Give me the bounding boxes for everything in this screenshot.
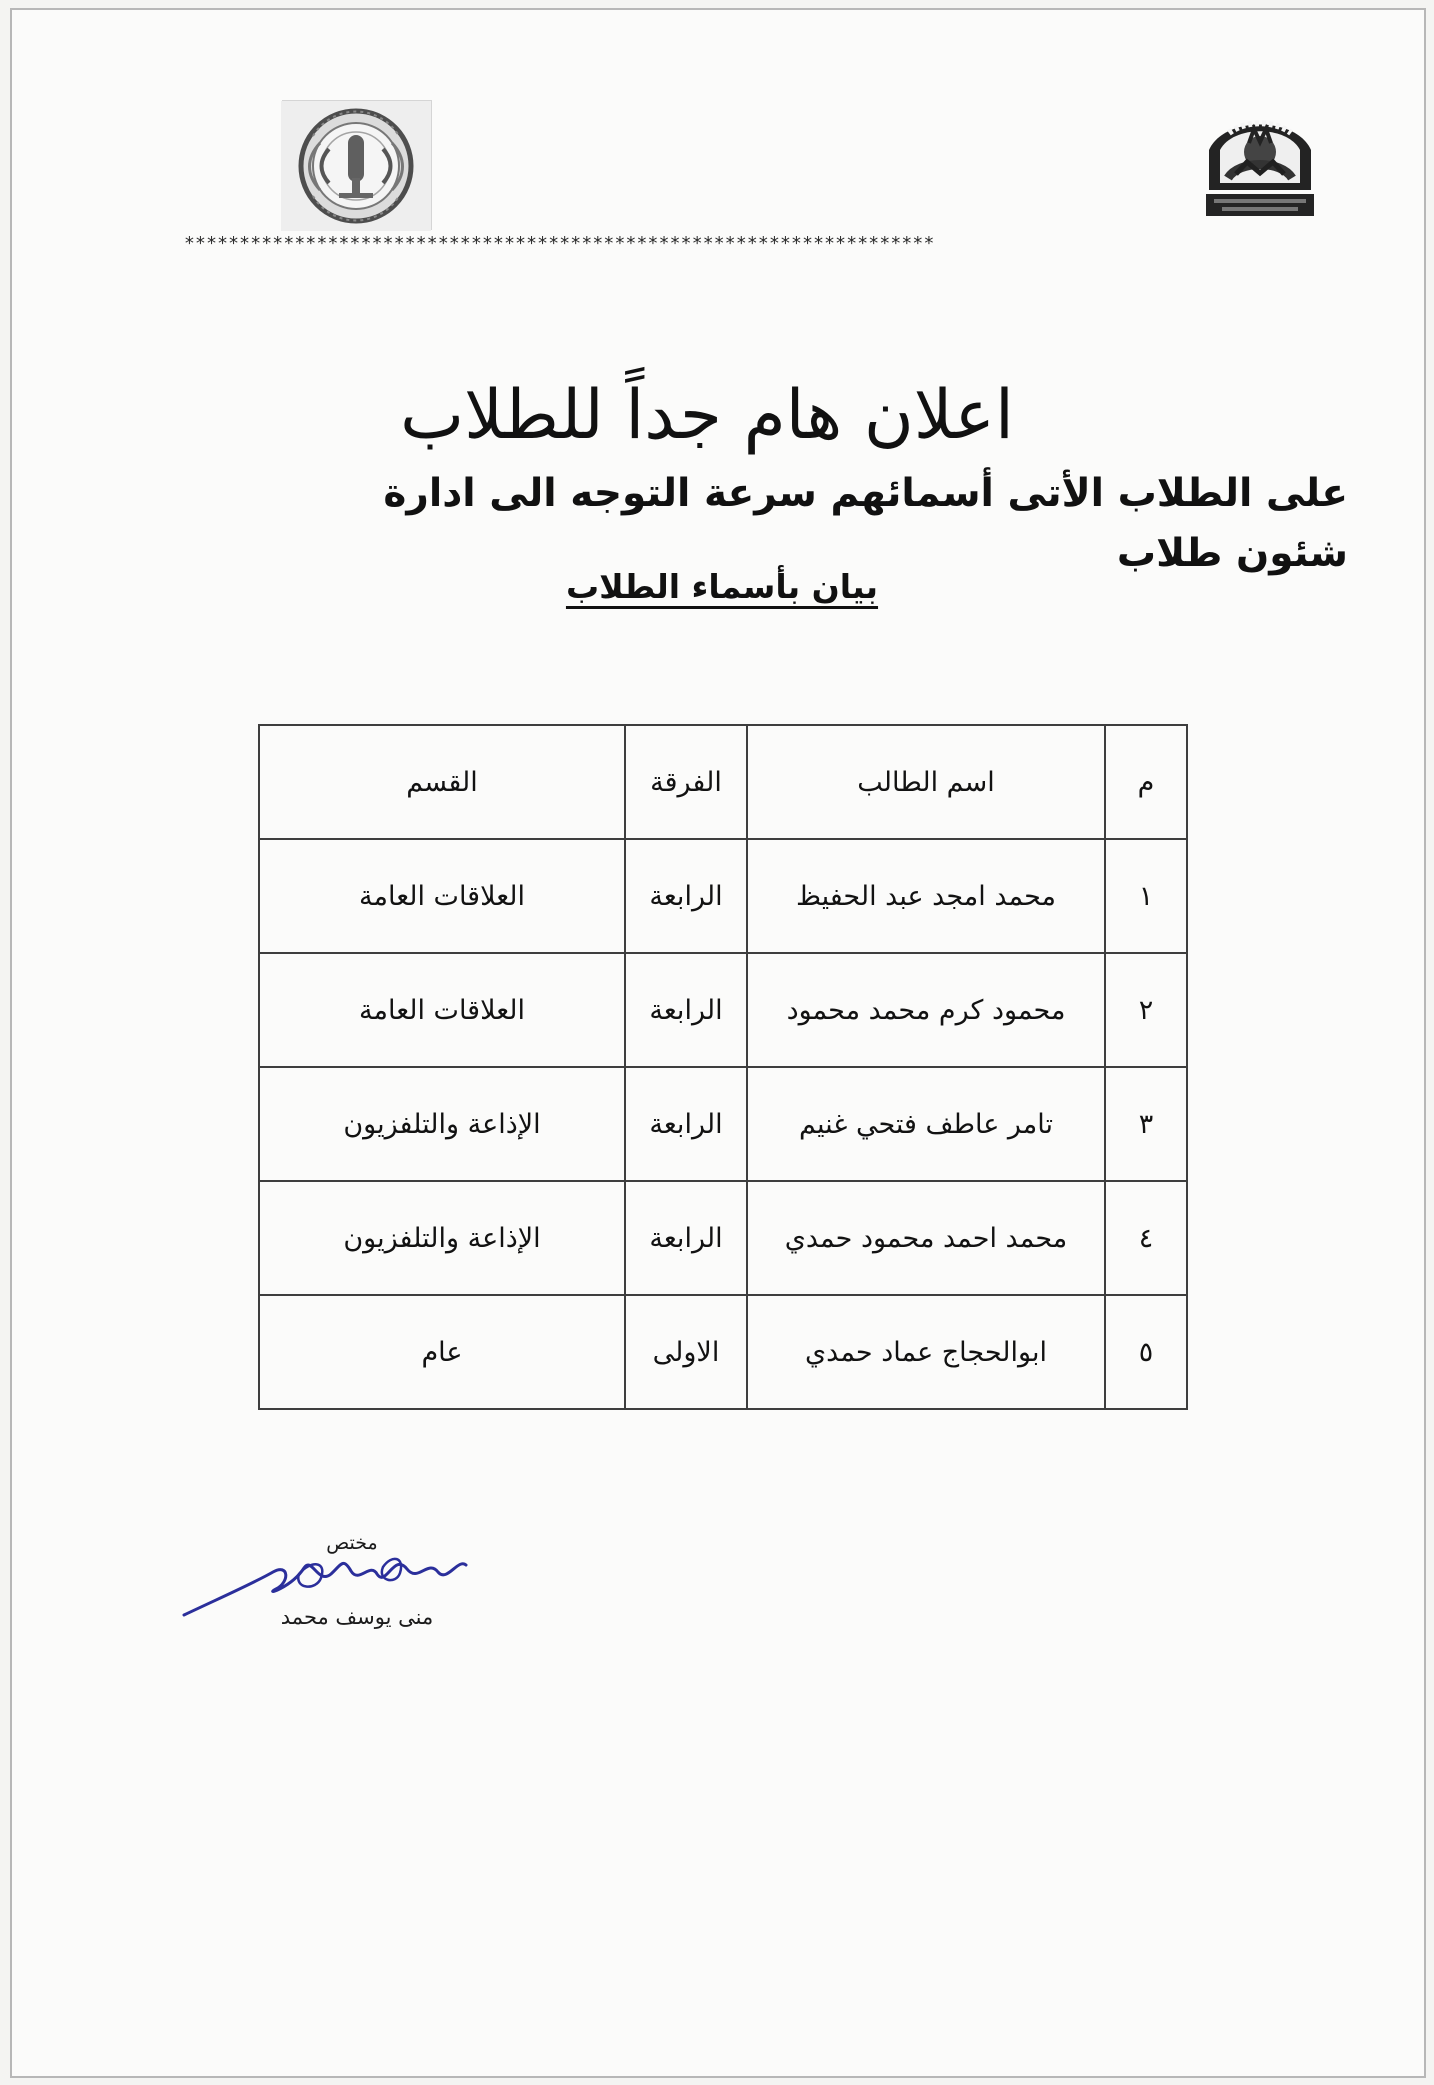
document-page	[10, 8, 1426, 2078]
row-index: ١	[1105, 839, 1187, 953]
student-department: الإذاعة والتلفزيون	[259, 1067, 625, 1181]
student-name: محمد امجد عبد الحفيظ	[747, 839, 1105, 953]
signer-name: منى يوسف محمد	[280, 1605, 434, 1629]
table-row	[259, 953, 1187, 1067]
row-index: ٤	[1105, 1181, 1187, 1295]
notice-title: اعلان هام جداً للطلاب	[400, 376, 1014, 455]
student-department: العلاقات العامة	[259, 839, 625, 953]
row-index: ٣	[1105, 1067, 1187, 1181]
department-column-header: القسم	[259, 725, 625, 839]
student-department: العلاقات العامة	[259, 953, 625, 1067]
row-index: ٥	[1105, 1295, 1187, 1409]
notice-subtitle: على الطلاب الأتى أسمائهم سرعة التوجه الى ادارة شئون طلاب	[383, 471, 1348, 576]
table-row	[259, 1295, 1187, 1409]
student-level: الرابعة	[625, 839, 747, 953]
student-department: عام	[259, 1295, 625, 1409]
student-level: الرابعة	[625, 1181, 747, 1295]
student-name: محمد احمد محمود حمدي	[747, 1181, 1105, 1295]
table-row	[259, 1067, 1187, 1181]
row-index: ٢	[1105, 953, 1187, 1067]
student-level: الاولى	[625, 1295, 747, 1409]
name-column-header: اسم الطالب	[747, 725, 1105, 839]
signature-block	[172, 1528, 472, 1638]
student-name: محمود كرم محمد محمود	[747, 953, 1105, 1067]
table-header-row	[259, 725, 1187, 839]
star-separator: ********************************************************************	[184, 233, 935, 254]
level-column-header: الفرقة	[625, 725, 747, 839]
student-department: الإذاعة والتلفزيون	[259, 1181, 625, 1295]
signature-role: مختص	[326, 1532, 378, 1554]
table-row	[259, 1181, 1187, 1295]
student-name: ابوالحجاج عماد حمدي	[747, 1295, 1105, 1409]
student-list-heading: بيان بأسماء الطلاب	[565, 567, 879, 606]
university-logo-icon	[1194, 108, 1326, 224]
students-table	[258, 724, 1188, 1410]
student-level: الرابعة	[625, 953, 747, 1067]
student-level: الرابعة	[625, 1067, 747, 1181]
index-column-header: م	[1105, 725, 1187, 839]
faculty-seal-icon	[282, 100, 432, 230]
student-name: تامر عاطف فتحي غنيم	[747, 1067, 1105, 1181]
table-row	[259, 839, 1187, 953]
